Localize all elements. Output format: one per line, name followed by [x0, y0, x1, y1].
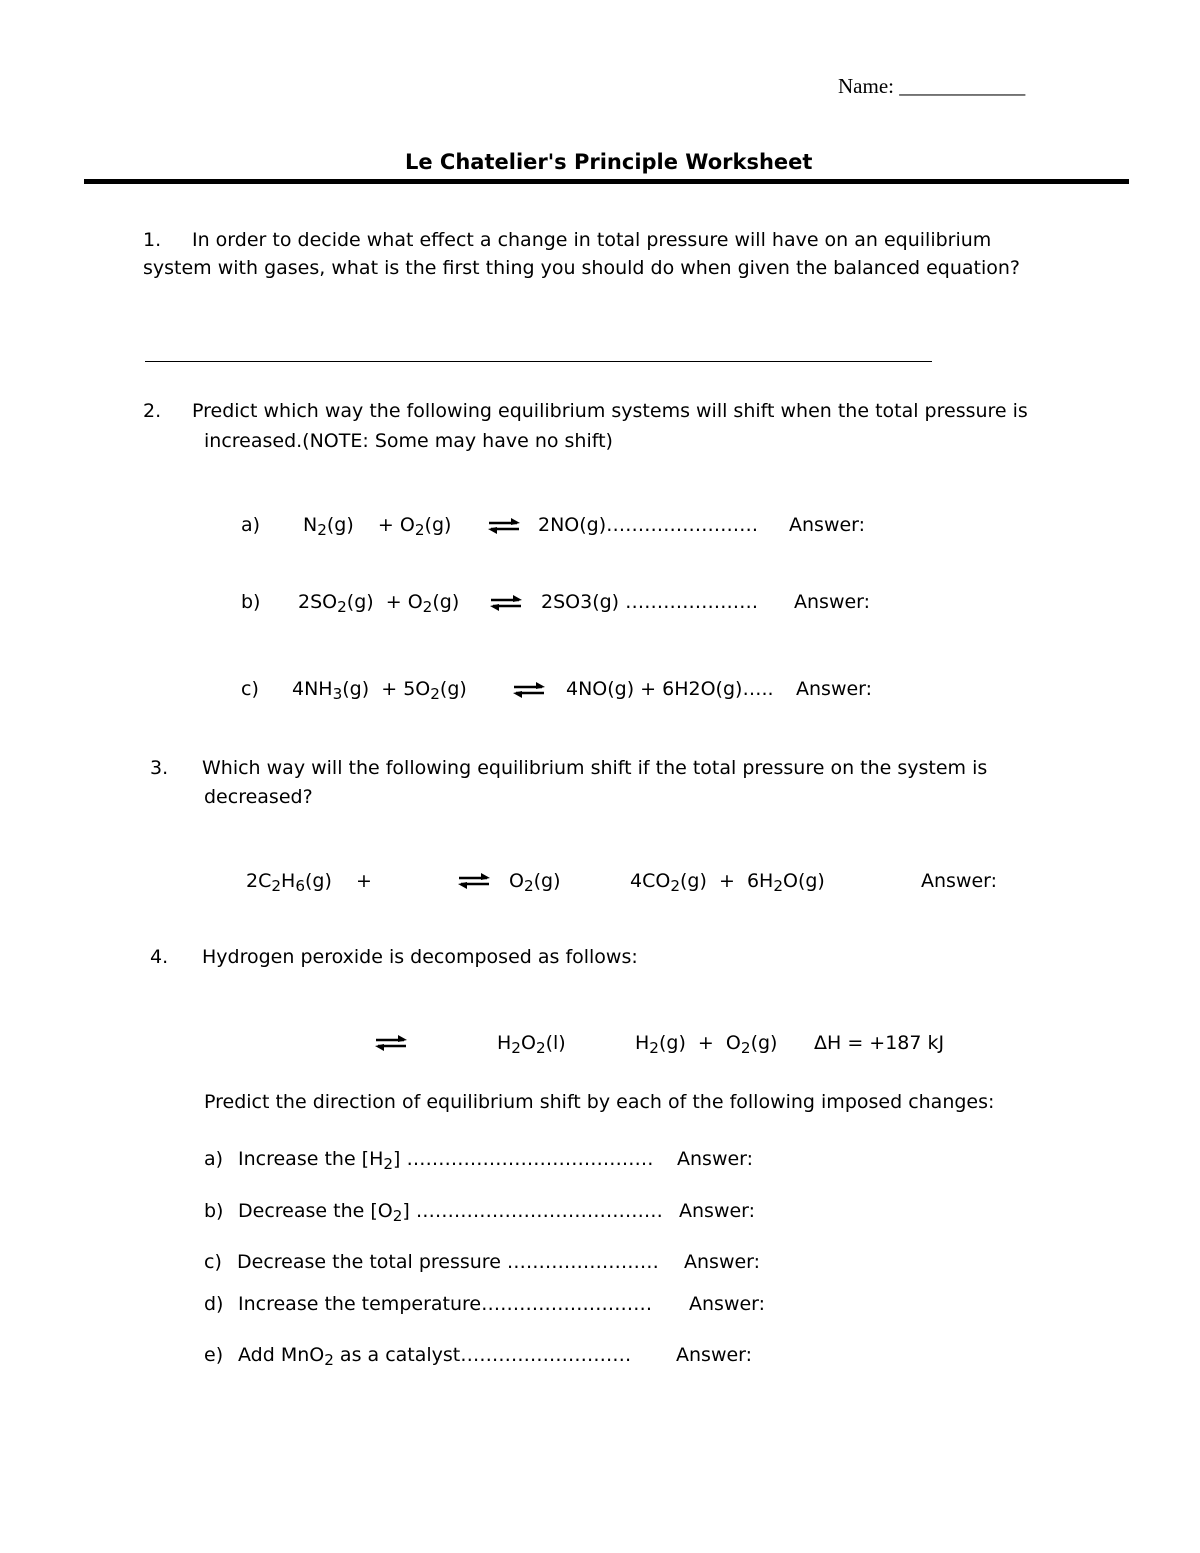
- q2-text-line1: Predict which way the following equilibrium systems will shift when the total pressure is: [192, 400, 1028, 422]
- q4a-text: Increase the $[H_2]$ …………………………………: [238, 1148, 654, 1173]
- q2a-products: 2NO(g)……………………: [538, 514, 759, 536]
- equilibrium-arrow-icon: [487, 518, 521, 534]
- q4-text-line1: Hydrogen peroxide is decomposed as follows:: [202, 946, 638, 968]
- equilibrium-arrow-icon: [489, 595, 523, 611]
- q1-number: 1.: [143, 229, 162, 251]
- name-field-label: Name: ____________: [838, 74, 1026, 98]
- q3-text-line2: decreased?: [204, 786, 313, 808]
- q4-products: $H_2(g) + O_2(g)$: [635, 1032, 778, 1057]
- q2b-answer-label[interactable]: Answer:: [794, 591, 871, 613]
- q2a-label: a): [241, 514, 261, 536]
- q1-answer-line[interactable]: [145, 361, 932, 362]
- q3-text-line1: Which way will the following equilibrium shift if the total pressure on the system is: [202, 757, 988, 779]
- page-title: Le Chatelier's Principle Worksheet: [405, 150, 813, 174]
- q4-h2o2: $H_2O_2(l)$: [497, 1032, 566, 1057]
- q2b-products: 2SO3(g) …………………: [541, 591, 759, 613]
- q4c-answer-label[interactable]: Answer:: [684, 1251, 761, 1273]
- q4-prompt: Predict the direction of equilibrium shift by each of the following imposed changes:: [204, 1091, 995, 1113]
- q2-number: 2.: [143, 400, 162, 422]
- q2b-reactants: $2SO_2(g) + O_2(g)$: [298, 591, 460, 616]
- q2c-label: c): [241, 678, 259, 700]
- q2c-answer-label[interactable]: Answer:: [796, 678, 873, 700]
- q2b-label: b): [241, 591, 261, 613]
- q2c-reactants: $4NH_3(g) + 5O_2(g)$: [292, 678, 467, 703]
- equilibrium-arrow-icon: [457, 873, 491, 889]
- q3-answer-label[interactable]: Answer:: [921, 870, 998, 892]
- q3-products: $4CO_2(g) + 6H_2O(g)$: [630, 870, 825, 895]
- q4d-text: Increase the temperature………………………: [238, 1293, 653, 1315]
- equilibrium-arrow-icon: [512, 682, 546, 698]
- q4-number: 4.: [150, 946, 169, 968]
- q1-text-line1: In order to decide what effect a change in total pressure will have on an equilibrium: [192, 229, 992, 251]
- q4a-label: a): [204, 1148, 224, 1170]
- q4e-label: e): [204, 1344, 224, 1366]
- q4c-text: Decrease the total pressure ……………………: [237, 1251, 659, 1273]
- q2c-products: 4NO(g) + 6H2O(g)…..: [566, 678, 774, 700]
- q4d-answer-label[interactable]: Answer:: [689, 1293, 766, 1315]
- q2-text-line2: increased.(NOTE: Some may have no shift): [204, 430, 613, 452]
- q4a-answer-label[interactable]: Answer:: [677, 1148, 754, 1170]
- q4e-text: Add MnO$_2$ as a catalyst………………………: [238, 1344, 632, 1369]
- q3-o2: $O_2(g)$: [509, 870, 561, 895]
- q3-reactant: $2C_2H_6(g)$ +: [246, 870, 372, 895]
- q4c-label: c): [204, 1251, 222, 1273]
- q4b-answer-label[interactable]: Answer:: [679, 1200, 756, 1222]
- q4d-label: d): [204, 1293, 224, 1315]
- q3-number: 3.: [150, 757, 169, 779]
- q2a-reactants: $N_2(g)$ + $O_2(g)$: [303, 514, 452, 539]
- q4e-answer-label[interactable]: Answer:: [676, 1344, 753, 1366]
- title-divider: [84, 179, 1129, 184]
- q4-delta-h: ΔH = +187 kJ: [814, 1032, 945, 1054]
- q4b-text: Decrease the $[O_2]$ …………………………………: [238, 1200, 663, 1225]
- equilibrium-arrow-icon: [374, 1035, 408, 1051]
- q4b-label: b): [204, 1200, 224, 1222]
- q2a-answer-label[interactable]: Answer:: [789, 514, 866, 536]
- q1-text-line2: system with gases, what is the first thing you should do when given the balanced equation?: [143, 257, 1020, 279]
